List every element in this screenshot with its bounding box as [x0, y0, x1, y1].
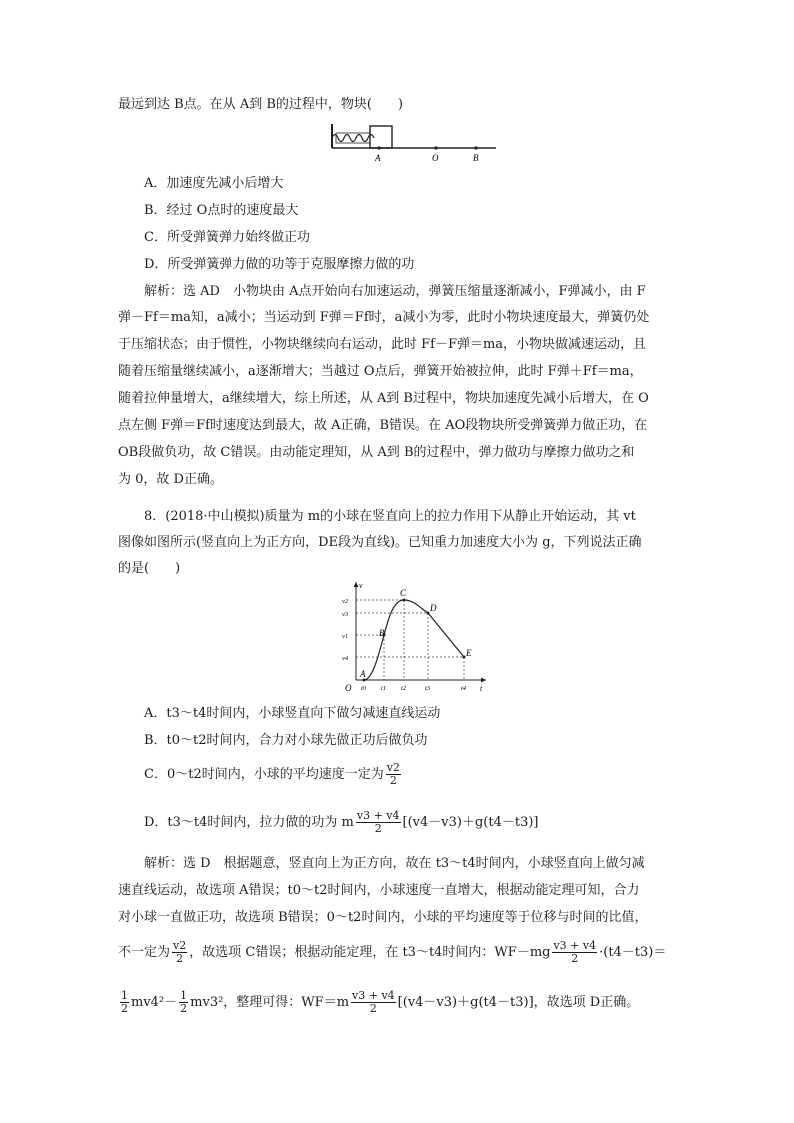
q8-option-d-suffix: [(v4－v3)＋g(t4－t3)] [402, 815, 539, 830]
q8-analysis-line: 解析：选 D 根据题意，竖直向上为正方向，故在 t3～t4时间内，小球竖直向上做匀减 [144, 856, 645, 871]
q7-option-c: C．所受弹簧弹力始终做正功 [144, 230, 310, 245]
q8-analysis-line: 对小球一直做正功，故选项 B错误；0～t2时间内，小球的平均速度等于位移与时间的比值， [118, 910, 648, 925]
q7-analysis-line: 随着压缩量继续减小，a逐渐增大；当越过 O点后，弹簧开始被拉伸，此时 F弹＋Ff＝ma， [118, 364, 643, 379]
point-c: C [400, 588, 407, 598]
fraction: $\frac{v2}{2}$ [173, 939, 187, 965]
q8-analysis-line: 速直线运动，故选项 A错误；t0～t2时间内，小球速度一直增大，根据动能定理可知，合力 [118, 883, 640, 898]
tick-v1: v1 [342, 633, 349, 640]
label-b: B [473, 153, 479, 163]
spring-block-figure [328, 124, 500, 164]
q8-option-c [144, 762, 403, 787]
point-a: A [360, 669, 366, 679]
fraction: $\frac{v3 + v4}{2}$ [352, 989, 395, 1015]
q7-analysis-line: 于压缩状态；由于惯性，小物块继续向右运动，此时 Ff－F弹＝ma，小物块做减速运动，且 [118, 337, 647, 352]
q8-stem-line: 图像如图所示(竖直向上为正方向，DE段为直线)。已知重力加速度大小为 g，下列说法正确 [118, 535, 642, 550]
tick-v3: v3 [342, 611, 349, 618]
q7-analysis-line: 为 0，故 D正确。 [118, 472, 223, 487]
q7-option-d: D．所受弹簧弹力做的功等于克服摩擦力做的功 [144, 257, 415, 272]
q7-analysis-line: 随着拉伸量增大，a继续增大，综上所述，从 A到 B过程中，物块加速度先减小后增大，在 O [118, 391, 649, 406]
label-o: O [432, 153, 439, 163]
tick-t0: t0 [361, 685, 367, 692]
q8-stem-line: 8．(2018·中山模拟)质量为 m的小球在竖直向上的拉力作用下从静止开始运动，其 vt [144, 509, 636, 524]
q8-option-a: A．t3～t4时间内，小球竖直向下做匀减速直线运动 [144, 706, 441, 721]
fraction: $\frac{1}{2}$ [121, 989, 128, 1015]
tick-t3: t3 [425, 685, 431, 692]
vt-graph [336, 578, 492, 696]
q7-analysis-line: 点左侧 F弹＝Ff时速度达到最大，故 A正确，B错误。在 AO段物块所受弹簧弹力做正功，在 [118, 418, 648, 433]
point-d: D [430, 603, 437, 613]
fraction: $\frac{1}{2}$ [180, 989, 188, 1015]
fraction: $\frac{v2}{2}$ [386, 761, 400, 787]
q7-analysis-line: 解析：选 AD 小物块由 A点开始向右加速运动，弹簧压缩量逐渐减小，F弹减小，由 F [144, 284, 646, 299]
tick-t4: t4 [461, 685, 467, 692]
q8-analysis-line: 不一定为 $\frac{v2}{2}$ ，故选项 C错误；根据动能定理，在 t3～t4时间内：WF－mg $\frac{v3 + v4}{2}$ ·(t4－t3)＝ [118, 939, 667, 965]
q8-option-b: B．t0～t2时间内，合力对小球先做正功后做负功 [144, 733, 428, 748]
origin-label: O [345, 683, 352, 693]
axis-label-v: v [359, 581, 363, 590]
q8-analysis-line: $\frac{1}{2}$ mv4²－ $\frac{1}{2}$ mv3²，整理可得：WF＝m $\frac{v3 + v4}{2}$ [(v4－v3)＋g(t4－t3)]，故选项 D正确。 [121, 989, 640, 1015]
point-b: B [379, 628, 385, 638]
q8-option-d-text: D．t3～t4时间内，拉力做的功为 m [144, 815, 354, 830]
tick-v4: v4 [342, 655, 349, 662]
q7-analysis-line: 弹－Ff＝ma知，a减小；当运动到 F弹＝Ff时，a减小为零，此时小物块速度最大，弹簧仍处 [118, 310, 650, 325]
fraction: $\frac{v3 + v4}{2}$ [356, 809, 400, 835]
label-a: A [375, 153, 381, 163]
axis-label-t: t [480, 684, 483, 693]
q8-option-d [144, 810, 539, 835]
tick-t1: t1 [381, 685, 387, 692]
tick-v2: v2 [342, 598, 349, 605]
tick-t2: t2 [401, 685, 407, 692]
q8-option-c-text: C．0～t2时间内，小球的平均速度一定为 [144, 767, 384, 782]
point-e: E [466, 648, 472, 658]
q7-option-b: B．经过 O点时的速度最大 [144, 203, 299, 218]
q8-stem-line: 的是( ) [118, 561, 181, 576]
fraction: $\frac{v3 + v4}{2}$ [553, 939, 597, 965]
q7-option-a: A．加速度先减小后增大 [144, 176, 284, 191]
q7-intro: 最远到达 B点。在从 A到 B的过程中，物块( ) [118, 97, 404, 112]
q7-analysis-line: OB段做负功，故 C错误。由动能定理知，从 A到 B的过程中，弹力做功与摩擦力做功之和 [118, 445, 635, 460]
